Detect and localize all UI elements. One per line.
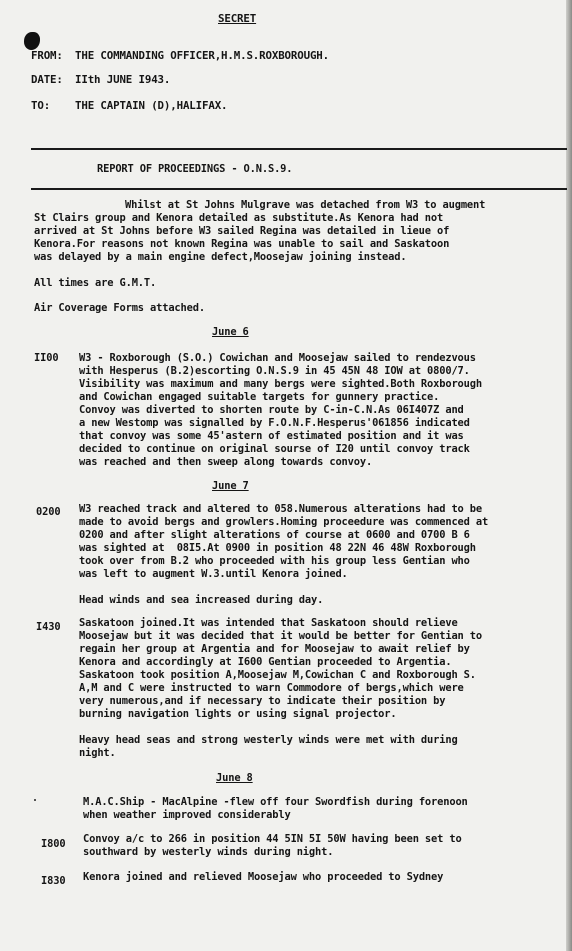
entry-line: W3 - Roxborough (S.O.) Cowichan and Moosejaw sailed to rendezvous [79,352,476,364]
entry-line: was left to augment W.3.until Kenora joined. [79,568,348,580]
times-note: All times are G.M.T. [34,277,157,289]
entry-time: I800 [41,838,66,850]
section-heading-june-6: June 6 [212,326,249,338]
intro-line: was delayed by a main engine defect,Moosejaw joining instead. [34,251,407,263]
entry-line: W3 reached track and altered to 058.Numerous alterations had to be [79,503,482,515]
entry-line: burning navigation lights or using signal projector. [79,708,397,720]
from-label: FROM: [31,49,63,62]
entry-line: decided to continue on original sourse of I20 until convoy track [79,443,470,455]
entry-note: Head winds and sea increased during day. [79,594,324,606]
header-rule-bottom [31,188,567,190]
entry-note: Heavy head seas and strong westerly winds were met with during [79,734,458,746]
entry-time: I830 [41,875,66,887]
entry-line: Visibility was maximum and many bergs were sighted.Both Roxborough [79,378,482,390]
entry-line: was reached and then sweep along towards convoy. [79,456,373,468]
classification-mark: SECRET [218,12,257,25]
entry-line: took over from B.2 who proceeded with his group less Gentian who [79,555,470,567]
entry-line: Convoy a/c to 266 in position 44 5IN 5I 50W having been set to [83,833,462,845]
entry-time: 0200 [36,506,61,518]
section-heading-june-8: June 8 [216,772,253,784]
entry-line: A,M and C were instructed to warn Commodore of bergs,which were [79,682,464,694]
coverage-note: Air Coverage Forms attached. [34,302,205,314]
from-value: THE COMMANDING OFFICER,H.M.S.ROXBOROUGH. [75,49,330,62]
entry-line: Moosejaw but it was decided that it would be better for Gentian to [79,630,482,642]
ink-blot [24,32,40,50]
entry-line: Convoy was diverted to shorten route by C-in-C.N.As 06I407Z and [79,404,464,416]
header-rule-top [31,148,567,150]
entry-line: and Cowichan engaged suitable targets for gunnery practice. [79,391,440,403]
page-edge-shadow [566,0,572,951]
entry-line: M.A.C.Ship - MacAlpine -flew off four Swordfish during forenoon [83,796,468,808]
date-value: IIth JUNE I943. [75,73,171,86]
section-heading-june-7: June 7 [212,480,249,492]
entry-line: was sighted at 08I5.At 0900 in position 48 22N 46 48W Roxborough [79,542,476,554]
intro-line: Kenora.For reasons not known Regina was unable to sail and Saskatoon [34,238,450,250]
ink-speck [34,799,36,801]
entry-line: with Hesperus (B.2)escorting O.N.S.9 in 45 45N 48 IOW at 0800/7. [79,365,470,377]
to-label: TO: [31,99,51,112]
intro-line: Whilst at St Johns Mulgrave was detached from W3 to augment [125,199,486,211]
entry-line: Saskatoon took position A,Moosejaw M,Cowichan C and Roxborough S. [79,669,476,681]
entry-line: made to avoid bergs and growlers.Homing proceedure was commenced at [79,516,489,528]
entry-line: Saskatoon joined.It was intended that Saskatoon should relieve [79,617,458,629]
entry-time: II00 [34,352,59,364]
entry-line: 0200 and after slight alterations of course at 0600 and 0700 B 6 [79,529,470,541]
entry-line: a new Westomp was signalled by F.O.N.F.Hesperus'061856 indicated [79,417,470,429]
entry-time: I430 [36,621,61,633]
entry-line: regain her group at Argentia and for Moosejaw to await relief by [79,643,470,655]
entry-line: Kenora joined and relieved Moosejaw who proceeded to Sydney [83,871,444,883]
entry-line: that convoy was some 45'astern of estimated position and it was [79,430,464,442]
entry-line: southward by westerly winds during night. [83,846,334,858]
date-label: DATE: [31,73,63,86]
entry-line: very numerous,and if necessary to indicate their position by [79,695,446,707]
entry-line: Kenora and accordingly at I600 Gentian proceeded to Argentia. [79,656,452,668]
intro-line: St Clairs group and Kenora detailed as substitute.As Kenora had not [34,212,444,224]
intro-line: arrived at St Johns before W3 sailed Regina was detailed in lieue of [34,225,450,237]
entry-line: when weather improved considerably [83,809,291,821]
to-value: THE CAPTAIN (D),HALIFAX. [75,99,228,112]
entry-note: night. [79,747,116,759]
report-title: REPORT OF PROCEEDINGS - O.N.S.9. [97,163,293,175]
